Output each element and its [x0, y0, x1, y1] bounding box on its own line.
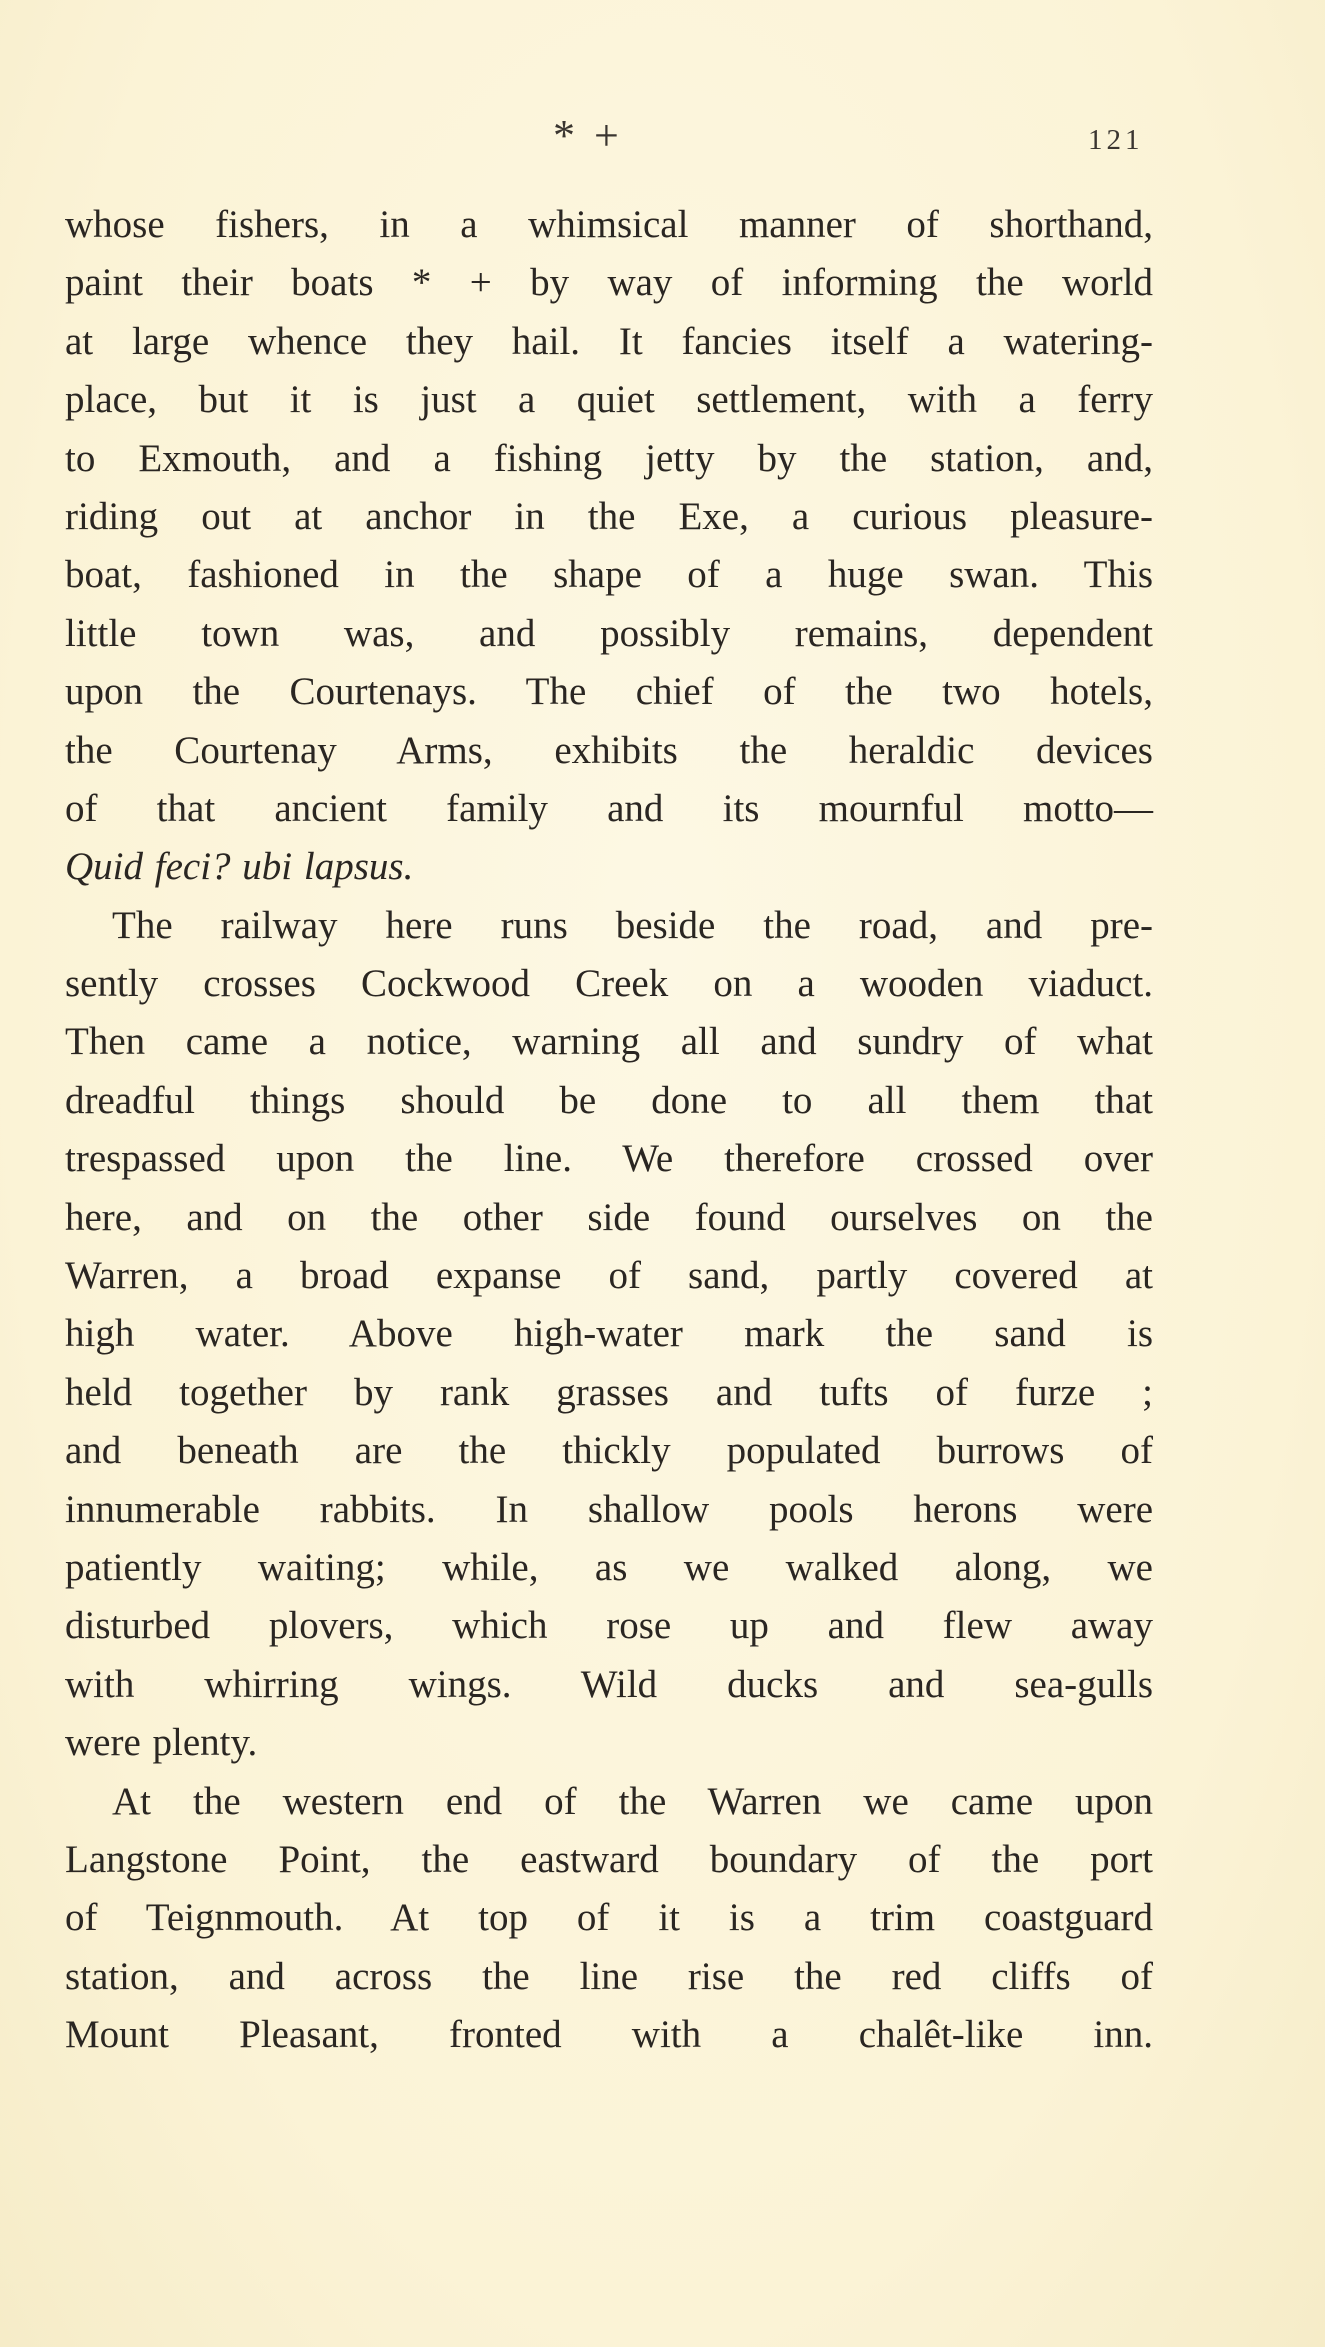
text-line: Mount Pleasant, fronted with a chalêt-like inn. [65, 2013, 1153, 2057]
text-line: whose fishers, in a whimsical manner of shorthand, [65, 203, 1153, 246]
text-line: and beneath are the thickly populated burrows of [65, 1429, 1153, 1473]
text-line: Langstone Point, the eastward boundary of the port [65, 1837, 1153, 1881]
text-line: boat, fashioned in the shape of a huge swan. This [65, 553, 1153, 597]
text-line: The railway here runs beside the road, and pre- [112, 903, 1153, 947]
text-line: At the western end of the Warren we came upon [112, 1779, 1153, 1823]
page-header [0, 110, 1325, 170]
text-line: trespassed upon the line. We therefore crossed over [65, 1137, 1153, 1181]
text-line: little town was, and possibly remains, dependent [65, 611, 1153, 655]
page-number: 121 [1088, 124, 1144, 156]
text-line: with whirring wings. Wild ducks and sea-gulls [65, 1662, 1153, 1706]
text-line: to Exmouth, and a fishing jetty by the station, and, [65, 436, 1153, 480]
text-line: were plenty. [65, 1721, 258, 1765]
text-line: place, but it is just a quiet settlement, with a ferry [65, 378, 1153, 422]
text-line: sently crosses Cockwood Creek on a wooden viaduct. [65, 962, 1153, 1006]
text-line: high water. Above high-water mark the sand is [65, 1312, 1153, 1356]
text-line: innumerable rabbits. In shallow pools herons were [65, 1487, 1153, 1531]
latin-motto: Quid feci? ubi lapsus. [65, 845, 414, 889]
text-line: at large whence they hail. It fancies itself a watering- [65, 319, 1153, 363]
text-line: disturbed plovers, which rose up and flew away [65, 1604, 1153, 1648]
running-head: * + [553, 111, 623, 160]
text-line: the Courtenay Arms, exhibits the heraldic devices [65, 728, 1153, 772]
text-line: of Teignmouth. At top of it is a trim coastguard [65, 1896, 1153, 1940]
text-line: here, and on the other side found ourselves on the [65, 1195, 1153, 1239]
text-line: held together by rank grasses and tufts of furze ; [65, 1370, 1153, 1414]
text-line: station, and across the line rise the red cliffs of [65, 1954, 1153, 1998]
text-line: paint their boats * + by way of informing the world [65, 261, 1153, 305]
body-text [65, 196, 1153, 2065]
text-line: of that ancient family and its mournful motto— [65, 786, 1153, 830]
text-line: Warren, a broad expanse of sand, partly covered at [65, 1254, 1153, 1298]
text-line: riding out at anchor in the Exe, a curious pleasure- [65, 494, 1153, 538]
text-line: dreadful things should be done to all them that [65, 1078, 1153, 1122]
text-line: upon the Courtenays. The chief of the two hotels, [65, 670, 1153, 714]
text-line: patiently waiting; while, as we walked along, we [65, 1545, 1153, 1589]
text-line: Then came a notice, warning all and sundry of what [65, 1020, 1153, 1064]
